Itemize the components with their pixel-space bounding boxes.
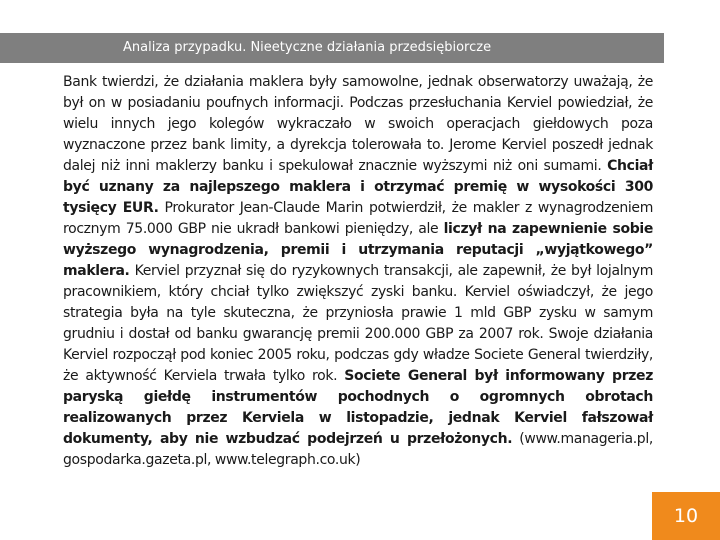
page-number-badge [652, 492, 720, 540]
slide-title: Analiza przypadku. Nieetyczne działania przedsiębiorcze [123, 40, 492, 55]
paragraph-segment: Bank twierdzi, że działania maklera były samowolne, jednak obserwatorzy uważają, że był on w posiadaniu poufnych informacji. Podczas przesłuchania Kerviel powiedział, że wielu innych jego kolegów wykraczało w swoich operacjach giełdowych poza wyznaczone przez bank limity, a dyrekcja tolerowała to. Jerome Kerviel poszedł jednak dalej niż inni maklerzy banku i spekulował znacznie wyższymi niż oni sumami. [63, 74, 653, 174]
paragraph-segment-bold: Societe General był informowany przez paryską giełdę instrumentów pochodnych o ogromnych obrotach realizowanych przez Kerviela w listopadzie, jednak Kerviel fałszował dokumenty, aby nie wzbudzać podejrzeń u przełożonych. [63, 368, 653, 447]
paragraph-segment: Kerviel przyznał się do ryzykownych transakcji, ale zapewnił, że był lojalnym pracownikiem, który chciał tylko zwiększyć zyski banku. Kerviel oświadczył, że jego strategia była na tyle skuteczna, że przyniosła prawie 1 mld GBP zysku w samym grudniu i dostał od banku gwarancję premii 200.000 GBP za 2007 rok. Swoje działania Kerviel rozpoczął pod koniec 2005 roku, podczas gdy władze Societe General twierdziły, że aktywność Kerviela trwała tylko rok. [63, 263, 653, 384]
paragraph-segment-bold: Chciał być uznany za najlepszego maklera i otrzymać premię w wysokości 300 tysięcy EUR. [63, 158, 653, 216]
paragraph-segment-bold: liczył na zapewnienie sobie wyższego wynagrodzenia, premii i utrzymania reputacji „wyjątkowego” maklera. [63, 221, 653, 279]
paragraph-segment: (www.manageria.pl, gospodarka.gazeta.pl, www.telegraph.co.uk) [63, 431, 653, 468]
case-study-paragraph [63, 72, 653, 471]
title-bar [0, 33, 664, 63]
page-number: 10 [673, 505, 699, 527]
paragraph-segment: Prokurator Jean-Claude Marin potwierdził, że makler z wynagrodzeniem rocznym 75.000 GBP nie ukradł bankowi pieniędzy, ale [63, 200, 653, 237]
